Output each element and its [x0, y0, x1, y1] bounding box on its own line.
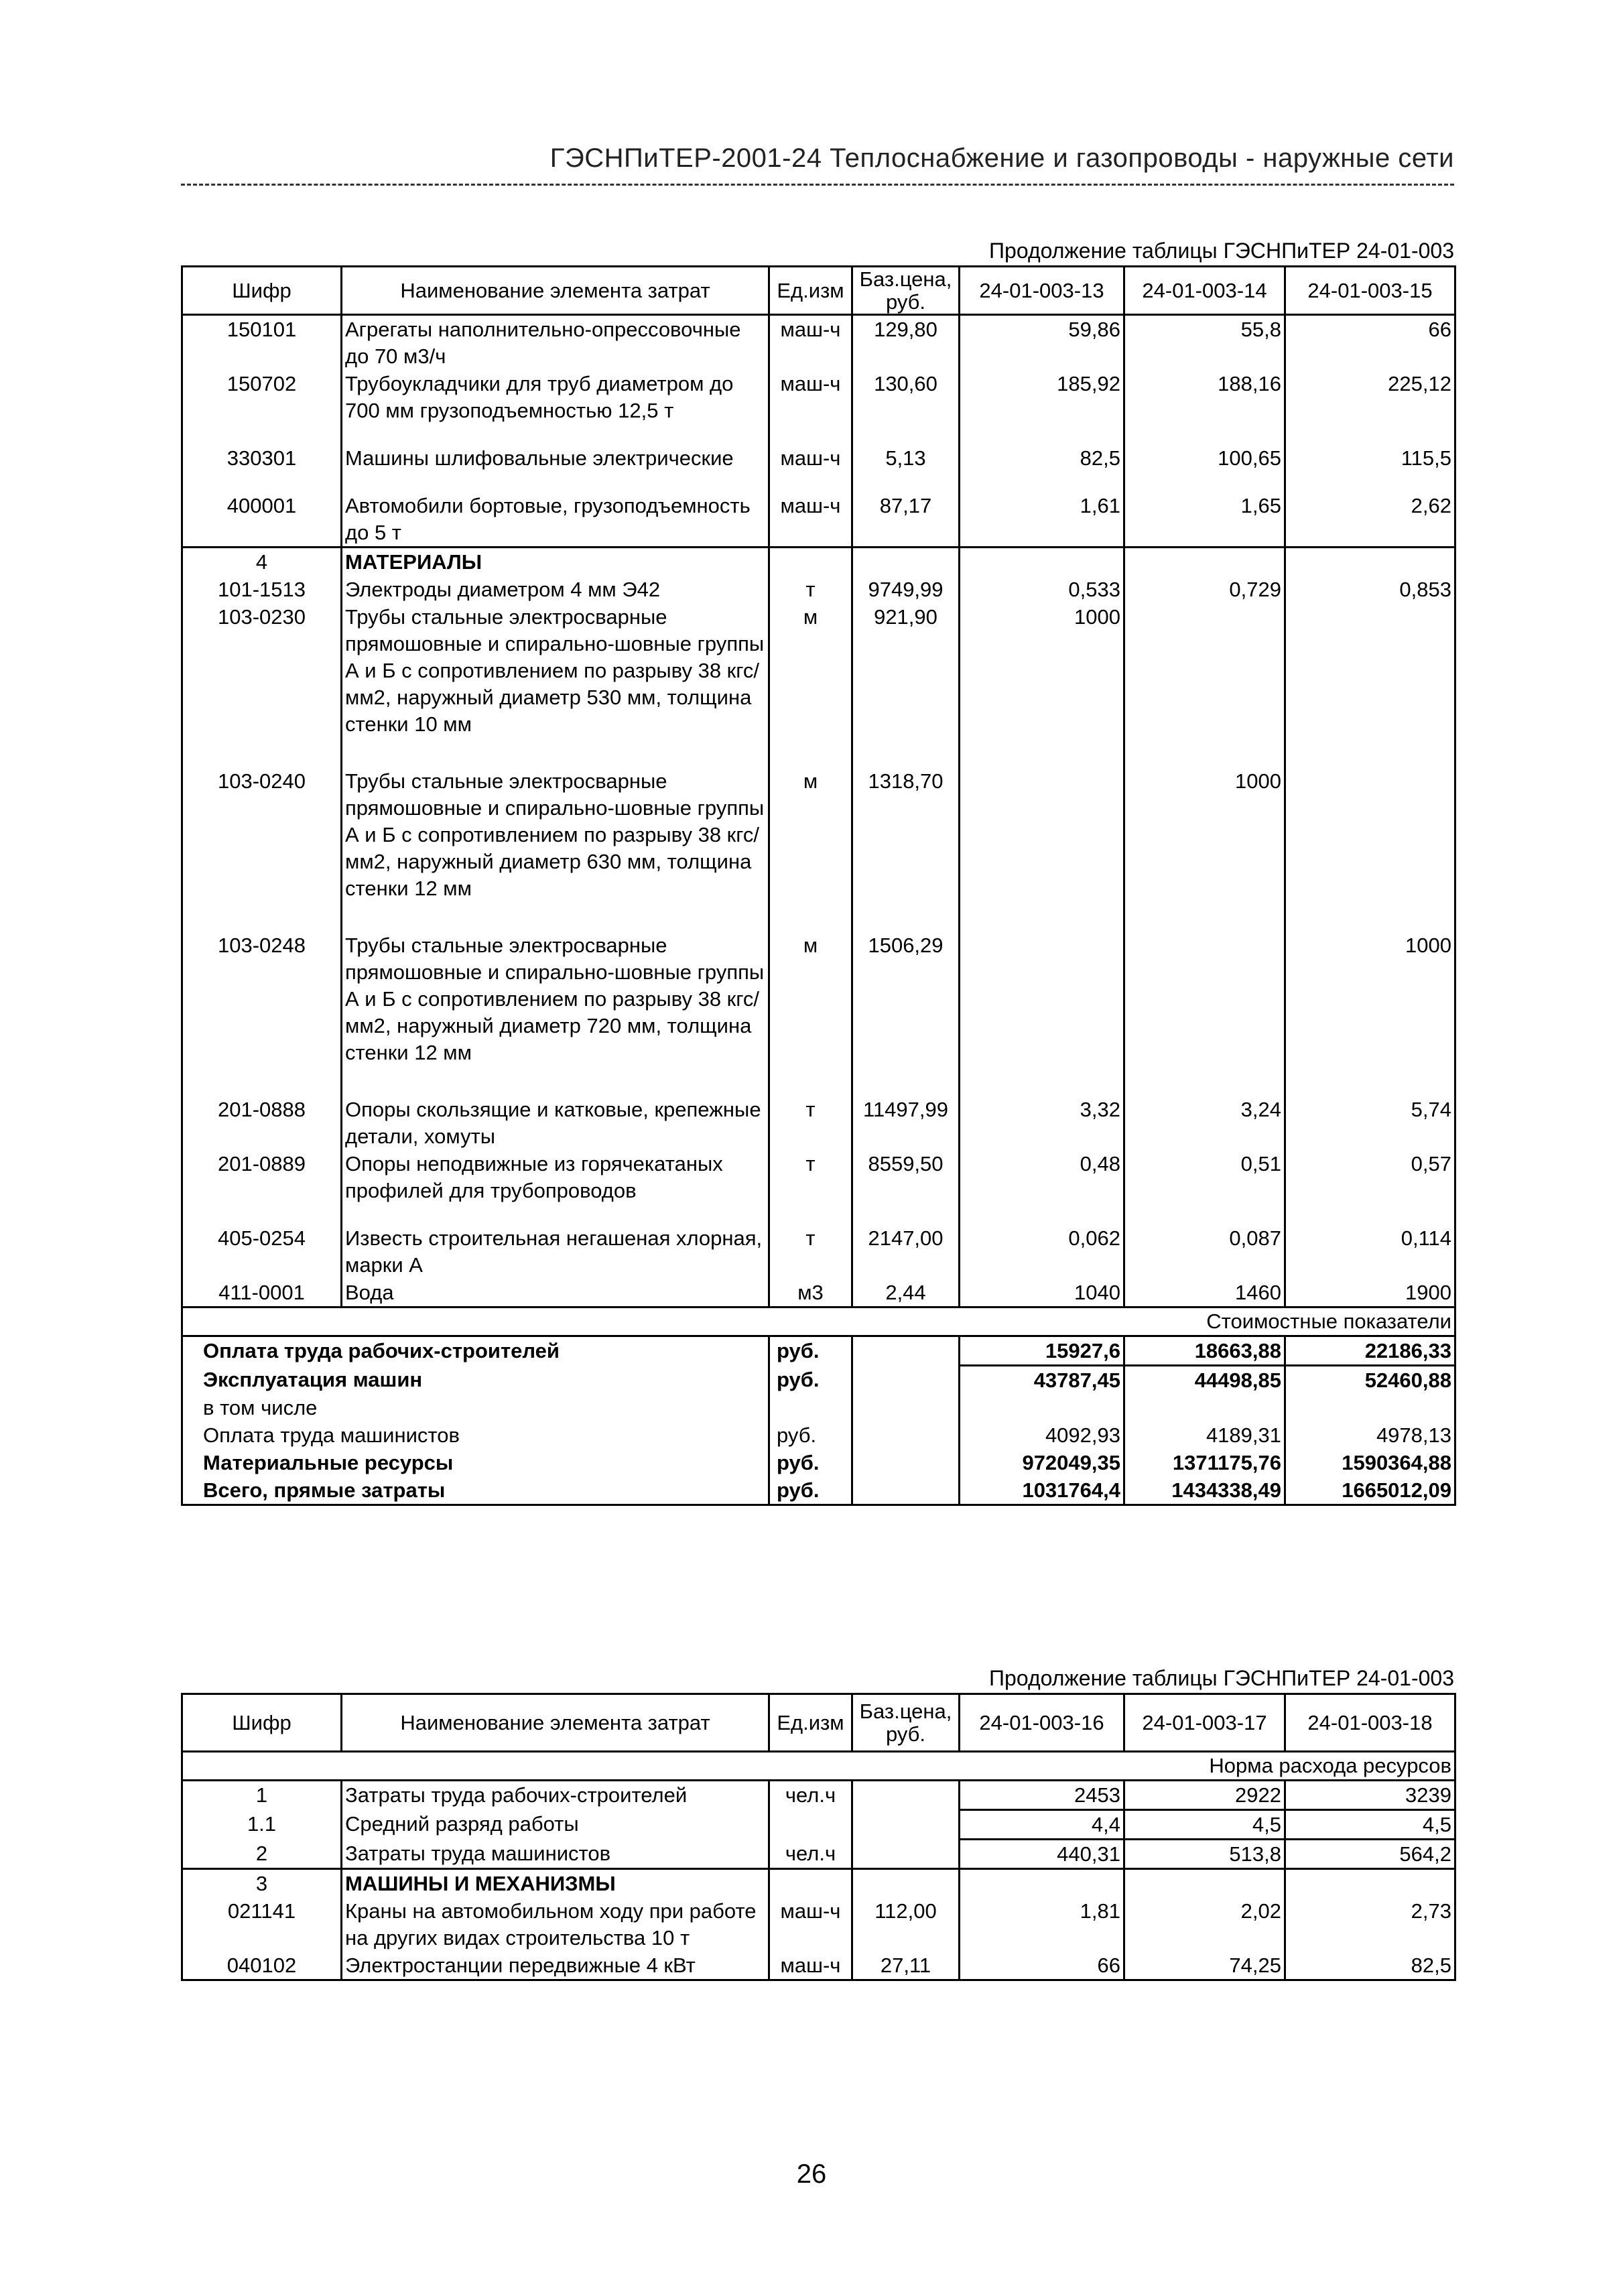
row-price: 1318,70: [852, 767, 960, 932]
row-name: Вода: [342, 1279, 769, 1308]
cost-value-2: 4189,31: [1124, 1421, 1285, 1449]
section-row-machines: [182, 1869, 1455, 1898]
row-value-3: 66: [1285, 315, 1455, 371]
table-row: [182, 1224, 1455, 1279]
table-row: [182, 1096, 1455, 1150]
row-value-1: 59,86: [960, 315, 1124, 371]
row-code: 103-0230: [182, 603, 342, 767]
cost-label: Эксплуатация машин: [182, 1366, 769, 1395]
row-price: [852, 1810, 960, 1840]
cost-banner-row: [182, 1308, 1455, 1336]
table1-caption: Продолжение таблицы ГЭСНПиТЕР 24-01-003: [989, 239, 1454, 263]
row-value-3: 82,5: [1285, 1952, 1455, 1980]
row-value-1: 1040: [960, 1279, 1124, 1308]
table2-header-row: [182, 1694, 1455, 1752]
table-row: [182, 603, 1455, 767]
table-row: [182, 576, 1455, 603]
row-code: 3: [182, 1869, 342, 1898]
cost-value-1: 972049,35: [960, 1449, 1124, 1476]
cost-label: в том числе: [182, 1394, 769, 1421]
row-name: Электроды диаметром 4 мм Э42: [342, 576, 769, 603]
row-value-1: 4,4: [960, 1810, 1124, 1840]
row-price: 129,80: [852, 315, 960, 371]
row-value-3: 564,2: [1285, 1840, 1455, 1869]
cost-unit: руб.: [769, 1366, 852, 1395]
row-unit: м3: [769, 1279, 852, 1308]
table-row: [182, 492, 1455, 548]
cost-value-3: 52460,88: [1285, 1366, 1455, 1395]
norm-banner: Норма расхода ресурсов: [182, 1752, 1455, 1781]
row-value-3: [1285, 767, 1455, 932]
row-price: 27,11: [852, 1952, 960, 1980]
row-unit: маш-ч: [769, 444, 852, 492]
row-code: 201-0889: [182, 1150, 342, 1224]
row-name: Средний разряд работы: [342, 1810, 769, 1840]
row-value-1: 185,92: [960, 370, 1124, 444]
row-code: 201-0888: [182, 1096, 342, 1150]
row-unit: маш-ч: [769, 492, 852, 548]
row-value-3: [1285, 1869, 1455, 1898]
row-value-2: 0,51: [1124, 1150, 1285, 1224]
cost-value-1: 43787,45: [960, 1366, 1124, 1395]
row-name: Машины шлифовальные электрические: [342, 444, 769, 492]
table1: [181, 265, 1456, 1506]
row-name: МАТЕРИАЛЫ: [342, 548, 769, 576]
cost-price: [852, 1366, 960, 1395]
row-unit: маш-ч: [769, 315, 852, 371]
row-name: Известь строительная негашеная хлорная, марки А: [342, 1224, 769, 1279]
row-name: Опоры неподвижные из горячекатаных профилей для трубопроводов: [342, 1150, 769, 1224]
row-name: Затраты труда рабочих-строителей: [342, 1781, 769, 1810]
row-unit: т: [769, 1096, 852, 1150]
row-value-1: [960, 548, 1124, 576]
row-value-2: [1124, 603, 1285, 767]
col-header-code-2: 24-01-003-17: [1124, 1694, 1285, 1752]
header-rule: [181, 184, 1454, 186]
row-value-1: 0,533: [960, 576, 1124, 603]
cost-label: Материальные ресурсы: [182, 1449, 769, 1476]
row-value-1: 1000: [960, 603, 1124, 767]
cost-value-3: 22186,33: [1285, 1336, 1455, 1366]
row-price: [852, 548, 960, 576]
row-value-3: 115,5: [1285, 444, 1455, 492]
row-value-3: 0,853: [1285, 576, 1455, 603]
row-value-1: 1,81: [960, 1897, 1124, 1952]
row-unit: маш-ч: [769, 370, 852, 444]
col-header-name: Наименование элемента затрат: [342, 1694, 769, 1752]
table-row: [182, 370, 1455, 444]
cost-value-3: [1285, 1394, 1455, 1421]
section-row-materials: [182, 548, 1455, 576]
table-row: [182, 1810, 1455, 1840]
row-value-2: 1000: [1124, 767, 1285, 932]
row-price: 112,00: [852, 1897, 960, 1952]
row-value-3: [1285, 603, 1455, 767]
row-value-3: 3239: [1285, 1781, 1455, 1810]
cost-price: [852, 1476, 960, 1505]
row-code: 400001: [182, 492, 342, 548]
row-value-3: 4,5: [1285, 1810, 1455, 1840]
cost-value-3: 1590364,88: [1285, 1449, 1455, 1476]
col-header-unit: Ед.изм: [769, 1694, 852, 1752]
col-header-code-3: 24-01-003-18: [1285, 1694, 1455, 1752]
cost-value-2: 1434338,49: [1124, 1476, 1285, 1505]
cost-row: [182, 1449, 1455, 1476]
table-row: [182, 444, 1455, 492]
cost-row: [182, 1394, 1455, 1421]
row-value-2: [1124, 932, 1285, 1096]
row-value-1: [960, 932, 1124, 1096]
row-unit: [769, 548, 852, 576]
row-code: 330301: [182, 444, 342, 492]
row-value-3: 0,57: [1285, 1150, 1455, 1224]
row-value-2: 1,65: [1124, 492, 1285, 548]
row-code: 1.1: [182, 1810, 342, 1840]
row-value-2: 74,25: [1124, 1952, 1285, 1980]
row-name: Трубы стальные электросварные прямошовные и спирально-шовные группы А и Б с сопротивлением по разрыву 38 кгс/мм2, наружный диаметр 720 мм, толщина стенки 12 мм: [342, 932, 769, 1096]
col-header-code: Шифр: [182, 1694, 342, 1752]
table-row: [182, 315, 1455, 371]
row-value-2: [1124, 548, 1285, 576]
row-code: 101-1513: [182, 576, 342, 603]
row-value-2: 4,5: [1124, 1810, 1285, 1840]
cost-value-1: [960, 1394, 1124, 1421]
cost-row: [182, 1476, 1455, 1505]
row-price: 87,17: [852, 492, 960, 548]
cost-value-3: 4978,13: [1285, 1421, 1455, 1449]
running-header: ГЭСНПиТЕР-2001-24 Теплоснабжение и газопроводы - наружные сети: [549, 143, 1454, 173]
row-value-2: 100,65: [1124, 444, 1285, 492]
row-unit: т: [769, 1150, 852, 1224]
cost-row: [182, 1421, 1455, 1449]
row-value-1: [960, 767, 1124, 932]
cost-value-3: 1665012,09: [1285, 1476, 1455, 1505]
norm-banner-row: [182, 1752, 1455, 1781]
row-unit: м: [769, 932, 852, 1096]
cost-value-1: 4092,93: [960, 1421, 1124, 1449]
row-value-2: [1124, 1869, 1285, 1898]
row-value-1: [960, 1869, 1124, 1898]
row-name: Краны на автомобильном ходу при работе на других видах строительства 10 т: [342, 1897, 769, 1952]
col-header-code: Шифр: [182, 267, 342, 315]
row-value-1: 0,062: [960, 1224, 1124, 1279]
row-code: 103-0240: [182, 767, 342, 932]
row-price: 11497,99: [852, 1096, 960, 1150]
page-number: 26: [796, 2159, 827, 2189]
row-value-1: 82,5: [960, 444, 1124, 492]
row-value-1: 1,61: [960, 492, 1124, 548]
row-value-2: 0,729: [1124, 576, 1285, 603]
row-unit: маш-ч: [769, 1897, 852, 1952]
row-code: 4: [182, 548, 342, 576]
table-row: [182, 1840, 1455, 1869]
row-value-2: 55,8: [1124, 315, 1285, 371]
row-unit: маш-ч: [769, 1952, 852, 1980]
cost-banner: Стоимостные показатели: [182, 1308, 1455, 1336]
row-value-1: 2453: [960, 1781, 1124, 1810]
row-price: 9749,99: [852, 576, 960, 603]
table-row: [182, 932, 1455, 1096]
row-unit: т: [769, 1224, 852, 1279]
cost-value-2: [1124, 1394, 1285, 1421]
cost-value-2: 1371175,76: [1124, 1449, 1285, 1476]
row-value-2: 2,02: [1124, 1897, 1285, 1952]
cost-unit: руб.: [769, 1476, 852, 1505]
row-code: 405-0254: [182, 1224, 342, 1279]
table-row: [182, 1781, 1455, 1810]
row-price: 5,13: [852, 444, 960, 492]
col-header-name: Наименование элемента затрат: [342, 267, 769, 315]
row-value-1: 3,32: [960, 1096, 1124, 1150]
row-name: Агрегаты наполнительно-опрессовочные до 70 м3/ч: [342, 315, 769, 371]
row-code: 103-0248: [182, 932, 342, 1096]
cost-price: [852, 1421, 960, 1449]
row-value-1: 0,48: [960, 1150, 1124, 1224]
col-header-code-1: 24-01-003-16: [960, 1694, 1124, 1752]
row-name: Электростанции передвижные 4 кВт: [342, 1952, 769, 1980]
row-value-3: 225,12: [1285, 370, 1455, 444]
row-code: 1: [182, 1781, 342, 1810]
row-code: 021141: [182, 1897, 342, 1952]
row-price: [852, 1781, 960, 1810]
col-header-code-2: 24-01-003-14: [1124, 267, 1285, 315]
row-price: 2147,00: [852, 1224, 960, 1279]
row-value-3: 0,114: [1285, 1224, 1455, 1279]
row-value-3: 1900: [1285, 1279, 1455, 1308]
row-code: 040102: [182, 1952, 342, 1980]
row-price: [852, 1840, 960, 1869]
col-header-code-1: 24-01-003-13: [960, 267, 1124, 315]
row-unit: м: [769, 767, 852, 932]
cost-row: [182, 1366, 1455, 1395]
col-header-code-3: 24-01-003-15: [1285, 267, 1455, 315]
row-code: 150702: [182, 370, 342, 444]
cost-unit: руб.: [769, 1421, 852, 1449]
row-value-2: 188,16: [1124, 370, 1285, 444]
cost-value-2: 44498,85: [1124, 1366, 1285, 1395]
row-code: 150101: [182, 315, 342, 371]
row-price: 8559,50: [852, 1150, 960, 1224]
table1-header-row: [182, 267, 1455, 315]
col-header-unit: Ед.изм: [769, 267, 852, 315]
row-value-2: 513,8: [1124, 1840, 1285, 1869]
row-name: Затраты труда машинистов: [342, 1840, 769, 1869]
row-code: 411-0001: [182, 1279, 342, 1308]
table-row: [182, 1952, 1455, 1980]
row-value-3: 2,62: [1285, 492, 1455, 548]
table-row: [182, 767, 1455, 932]
row-value-2: 0,087: [1124, 1224, 1285, 1279]
row-name: Трубы стальные электросварные прямошовные и спирально-шовные группы А и Б с сопротивлением по разрыву 38 кгс/мм2, наружный диаметр 530 мм, толщина стенки 10 мм: [342, 603, 769, 767]
cost-price: [852, 1394, 960, 1421]
row-value-3: 5,74: [1285, 1096, 1455, 1150]
table-row: [182, 1279, 1455, 1308]
row-unit: т: [769, 576, 852, 603]
row-price: 2,44: [852, 1279, 960, 1308]
cost-unit: руб.: [769, 1449, 852, 1476]
cost-unit: руб.: [769, 1336, 852, 1366]
row-value-1: 66: [960, 1952, 1124, 1980]
row-value-2: 2922: [1124, 1781, 1285, 1810]
row-name: Автомобили бортовые, грузоподъемность до 5 т: [342, 492, 769, 548]
row-price: 921,90: [852, 603, 960, 767]
row-name: МАШИНЫ И МЕХАНИЗМЫ: [342, 1869, 769, 1898]
cost-row: [182, 1336, 1455, 1366]
row-unit: [769, 1869, 852, 1898]
row-name: Трубоукладчики для труб диаметром до 700 мм грузоподъемностью 12,5 т: [342, 370, 769, 444]
table-row: [182, 1897, 1455, 1952]
table2-caption: Продолжение таблицы ГЭСНПиТЕР 24-01-003: [989, 1666, 1454, 1690]
cost-price: [852, 1336, 960, 1366]
cost-label: Всего, прямые затраты: [182, 1476, 769, 1505]
row-name: Опоры скользящие и катковые, крепежные детали, хомуты: [342, 1096, 769, 1150]
col-header-price: Баз.цена, руб.: [852, 267, 960, 315]
row-code: 2: [182, 1840, 342, 1869]
row-value-3: 2,73: [1285, 1897, 1455, 1952]
row-unit: [769, 1810, 852, 1840]
row-value-1: 440,31: [960, 1840, 1124, 1869]
row-value-2: 1460: [1124, 1279, 1285, 1308]
cost-label: Оплата труда машинистов: [182, 1421, 769, 1449]
row-value-3: [1285, 548, 1455, 576]
row-value-2: 3,24: [1124, 1096, 1285, 1150]
row-price: [852, 1869, 960, 1898]
cost-value-1: 1031764,4: [960, 1476, 1124, 1505]
table2: [181, 1693, 1456, 1981]
cost-value-1: 15927,6: [960, 1336, 1124, 1366]
row-unit: чел.ч: [769, 1840, 852, 1869]
row-price: 130,60: [852, 370, 960, 444]
row-price: 1506,29: [852, 932, 960, 1096]
row-unit: м: [769, 603, 852, 767]
table-row: [182, 1150, 1455, 1224]
cost-price: [852, 1449, 960, 1476]
col-header-price: Баз.цена, руб.: [852, 1694, 960, 1752]
row-name: Трубы стальные электросварные прямошовные и спирально-шовные группы А и Б с сопротивлением по разрыву 38 кгс/мм2, наружный диаметр 630 мм, толщина стенки 12 мм: [342, 767, 769, 932]
cost-unit: [769, 1394, 852, 1421]
cost-label: Оплата труда рабочих-строителей: [182, 1336, 769, 1366]
row-unit: чел.ч: [769, 1781, 852, 1810]
row-value-3: 1000: [1285, 932, 1455, 1096]
cost-value-2: 18663,88: [1124, 1336, 1285, 1366]
